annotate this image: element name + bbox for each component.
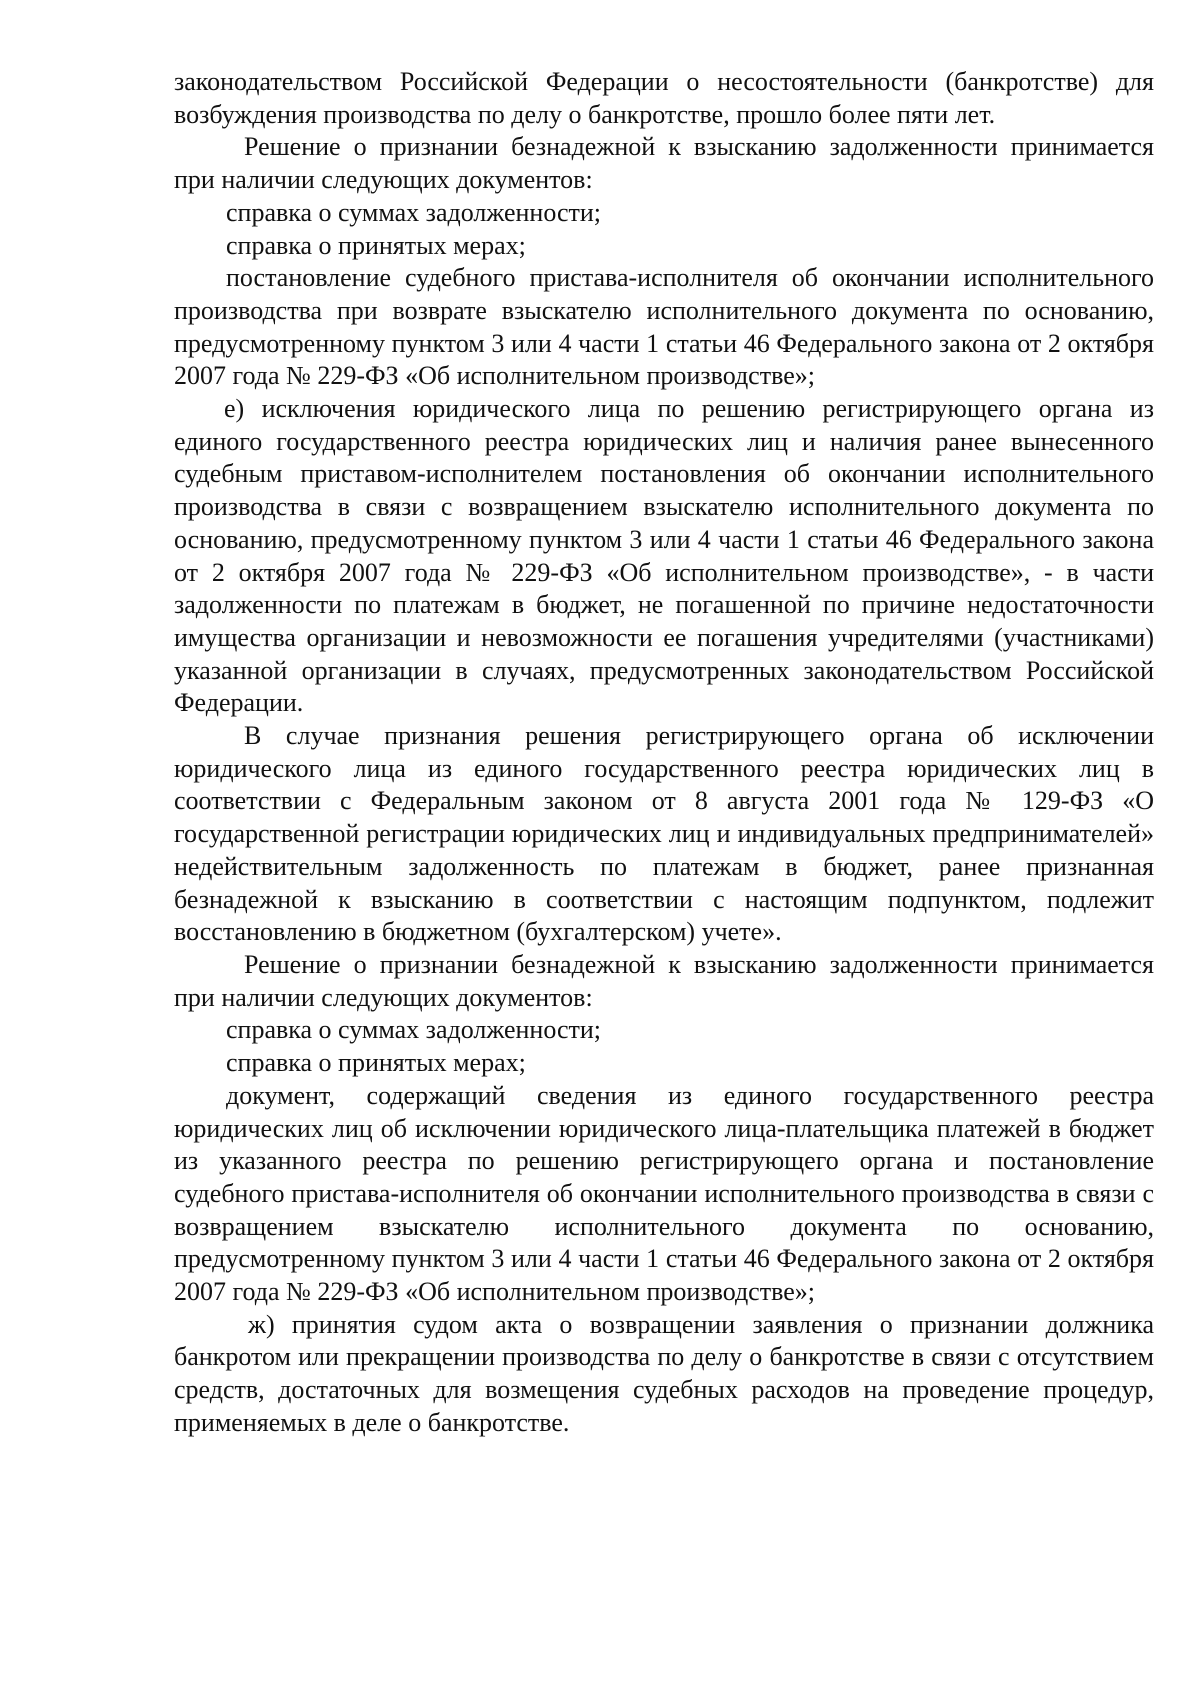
- list-item-debt-certificate: справка о суммах задолженности;: [226, 197, 602, 227]
- list-item-measures-certificate: справка о принятых мерах;: [226, 230, 526, 260]
- paragraph-invalid-decision: В случае признания решения регистрирующего органа об исключении юридического лица из единого государственного реестра юридических лиц в соответствии с Федеральным законом от 8 августа 2001 года № 129-ФЗ «О государственной регистрации юридических лиц и индивидуальных предпринимателей» недействительным задолженность по платежам в бюджет, ранее признанная безнадежной к взысканию в соответствии с настоящим подпунктом, подлежит восстановлению в бюджетном (бухгалтерском) учете».: [174, 721, 1154, 947]
- paragraph-decision-requirements-2: Решение о признании безнадежной к взысканию задолженности принимается при наличии следующих документов:: [174, 949, 1154, 1012]
- paragraph-item-e: е) исключения юридического лица по решению регистрирующего органа из единого государственного реестра юридических лиц и наличия ранее вынесенного судебным приставом-исполнителем постановления об окончании исполнительного производства в связи с возвращением взыскателю исполнительного документа по основанию, предусмотренному пунктом 3 или 4 части 1 статьи 46 Федерального закона от 2 октября 2007 года № 229-ФЗ «Об исполнительном производстве», - в части задолженности по платежам в бюджет, не погашенной по причине недостаточности имущества организации и невозможности ее погашения учредителями (участниками) указанной организации в случаях, предусмотренных законодательством Российской Федерации.: [174, 394, 1154, 718]
- paragraph-continuation: законодательством Российской Федерации о несостоятельности (банкротстве) для возбуждения производства по делу о банкротстве, прошло более пяти лет.: [174, 67, 1154, 129]
- paragraph-decision-requirements: Решение о признании безнадежной к взысканию задолженности принимается при наличии следующих документов:: [174, 132, 1154, 195]
- paragraph-item-zh: ж) принятия судом акта о возвращении заявления о признании должника банкротом или прекращении производства по делу о банкротстве в связи с отсутствием средств, достаточных для возмещения судебных расходов на проведение процедур, применяемых в деле о банкротстве.: [174, 1309, 1154, 1437]
- list-item-debt-certificate-2: справка о суммах задолженности;: [226, 1015, 602, 1045]
- list-item-measures-certificate-2: справка о принятых мерах;: [226, 1048, 526, 1078]
- document-body: [174, 66, 1154, 1440]
- list-item-bailiff-resolution: постановление судебного пристава-исполнителя об окончании исполнительного производства при возврате взыскателю исполнительного документа по основанию, предусмотренному пунктом 3 или 4 части 1 статьи 46 Федерального закона от 2 октября 2007 года № 229-ФЗ «Об исполнительном производстве»;: [174, 263, 1154, 391]
- list-item-registry-document: документ, содержащий сведения из единого государственного реестра юридических лиц об исключении юридического лица-плательщика платежей в бюджет из указанного реестра по решению регистрирующего органа и постановление судебного пристава-исполнителя об окончании исполнительного производства в связи с возвращением взыскателю исполнительного документа по основанию, предусмотренному пунктом 3 или 4 части 1 статьи 46 Федерального закона от 2 октября 2007 года № 229-ФЗ «Об исполнительном производстве»;: [174, 1080, 1154, 1307]
